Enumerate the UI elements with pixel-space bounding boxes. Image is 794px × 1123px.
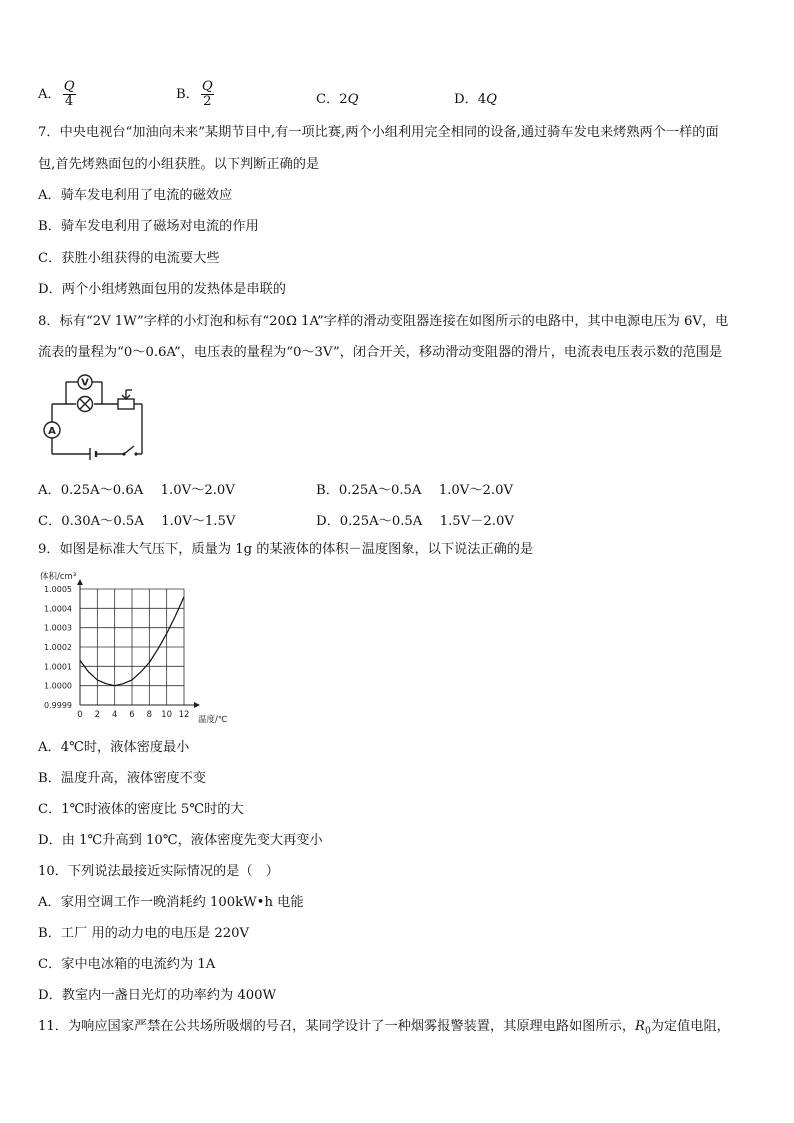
x-tick-label: 12 — [178, 710, 190, 720]
y-tick-label: 0.9999 — [44, 701, 72, 710]
x-axis-label: 温度/℃ — [198, 715, 228, 725]
q9-volume-temperature-chart — [38, 567, 238, 727]
q6-option-b-numerator: Q — [201, 79, 213, 94]
q6-option-b — [176, 80, 214, 109]
y-tick-label: 1.0003 — [44, 623, 72, 633]
y-tick-label: 1.0002 — [44, 643, 72, 652]
x-tick-label: 0 — [77, 710, 83, 720]
q9-option-b: B．温度升高，液体密度不变 — [38, 771, 206, 786]
q6-option-a-label: A． — [38, 87, 61, 102]
q6-option-c-label: C．2 — [316, 92, 348, 107]
q9-option-a: A．4℃时，液体密度最小 — [38, 740, 190, 755]
q6-option-b-fraction — [201, 80, 214, 109]
q11-stem — [38, 1018, 730, 1041]
x-tick-label: 4 — [111, 710, 118, 720]
q7-stem-line-2: 包,首先烤熟面包的小组获胜。以下判断正确的是 — [38, 157, 320, 172]
q8-stem-line-2: 流表的量程为“0～0.6A”，电压表的量程为“0～3V”，闭合开关，移动滑动变阻器的滑片，电流表电压表示数的范围是 — [38, 345, 723, 360]
q6-option-d-variable: Q — [486, 92, 497, 107]
q10-option-a: A．家用空调工作一晚消耗约 100kW•h 电能 — [38, 895, 304, 910]
y-axis-label: 体积/cm³ — [40, 572, 77, 582]
x-tick-label: 8 — [146, 710, 153, 720]
voltmeter-label: V — [81, 377, 89, 389]
q10-option-c: C．家中电冰箱的电流约为 1A — [38, 957, 216, 972]
q10-stem: 10．下列说法最接近实际情况的是（ ） — [38, 864, 279, 879]
q9-stem: 9．如图是标准大气压下，质量为 1g 的某液体的体积－温度图象，以下说法正确的是 — [38, 542, 534, 557]
q11-resistor-symbol: R — [635, 1019, 645, 1034]
q6-option-c-variable: Q — [347, 92, 359, 107]
switch-contact-right — [134, 452, 137, 455]
q6-option-d-label: D．4 — [454, 92, 487, 107]
q11-stem-post: 为定值电阻， — [650, 1019, 730, 1034]
chart-axes — [77, 579, 200, 708]
y-tick-label: 1.0000 — [44, 681, 72, 691]
rheostat-body — [118, 399, 134, 409]
q6-option-c — [316, 88, 358, 107]
q6-option-d — [454, 88, 497, 107]
q10-option-b: B．工厂 用的动力电的电压是 220V — [38, 926, 250, 941]
q6-option-a-fraction — [63, 80, 76, 109]
y-axis-arrow — [77, 579, 83, 585]
q8-circuit-diagram — [38, 374, 150, 464]
y-tick-label: 1.0001 — [44, 662, 72, 672]
y-tick-label: 1.0005 — [44, 585, 72, 594]
q6-option-a — [38, 80, 76, 109]
q7-stem-line-1: 7．中央电视台“加油向未来”某期节目中,有一项比赛,两个小组利用完全相同的设备,通过骑车发电来烤熟两个一样的面 — [38, 125, 719, 140]
q8-option-a: A．0.25A～0.6A 1.0V～2.0V — [38, 483, 235, 498]
q6-option-a-numerator: Q — [63, 79, 75, 94]
q8-stem-line-1: 8．标有“2V 1W”字样的小灯泡和标有“20Ω 1A”字样的滑动变阻器连接在如图所示的电路中，其中电源电压为 6V，电 — [38, 314, 729, 329]
q6-option-b-denominator: 2 — [203, 94, 212, 109]
x-tick-label: 2 — [94, 710, 101, 720]
q8-option-b: B．0.25A～0.5A 1.0V～2.0V — [316, 483, 514, 498]
x-axis-arrow — [194, 702, 200, 708]
chart-grid — [80, 589, 184, 705]
q9-option-c: C．1℃时液体的密度比 5℃时的大 — [38, 802, 244, 817]
q10-option-d: D．教室内一盏日光灯的功率约为 400W — [38, 988, 277, 1003]
q6-option-a-denominator: 4 — [64, 94, 74, 109]
q7-option-b: B．骑车发电利用了磁场对电流的作用 — [38, 219, 259, 234]
q11-stem-pre: 11．为响应国家严禁在公共场所吸烟的号召，某同学设计了一种烟雾报警装置，其原理电路如图所示， — [38, 1019, 636, 1034]
switch-contact-left — [122, 452, 125, 455]
ammeter-label: A — [48, 426, 56, 437]
y-tick-label: 1.0004 — [44, 604, 72, 614]
x-tick-label: 6 — [129, 710, 135, 720]
q7-option-d: D．两个小组烤熟面包用的发热体是串联的 — [38, 282, 286, 297]
q6-option-b-label: B． — [176, 87, 199, 102]
q11-resistor-subscript: 0 — [644, 1026, 651, 1037]
q9-option-d: D．由 1℃升高到 10℃，液体密度先变大再变小 — [38, 833, 323, 848]
chart-ticks — [44, 585, 189, 720]
x-tick-label: 10 — [161, 710, 173, 720]
switch-blade — [124, 446, 134, 454]
q8-option-c: C．0.30A～0.5A 1.0V～1.5V — [38, 514, 236, 529]
q7-option-c: C．获胜小组获得的电流要大些 — [38, 251, 220, 266]
q8-option-d: D．0.25A～0.5A 1.5V－2.0V — [316, 514, 514, 529]
q7-option-a: A．骑车发电利用了电流的磁效应 — [38, 188, 233, 203]
